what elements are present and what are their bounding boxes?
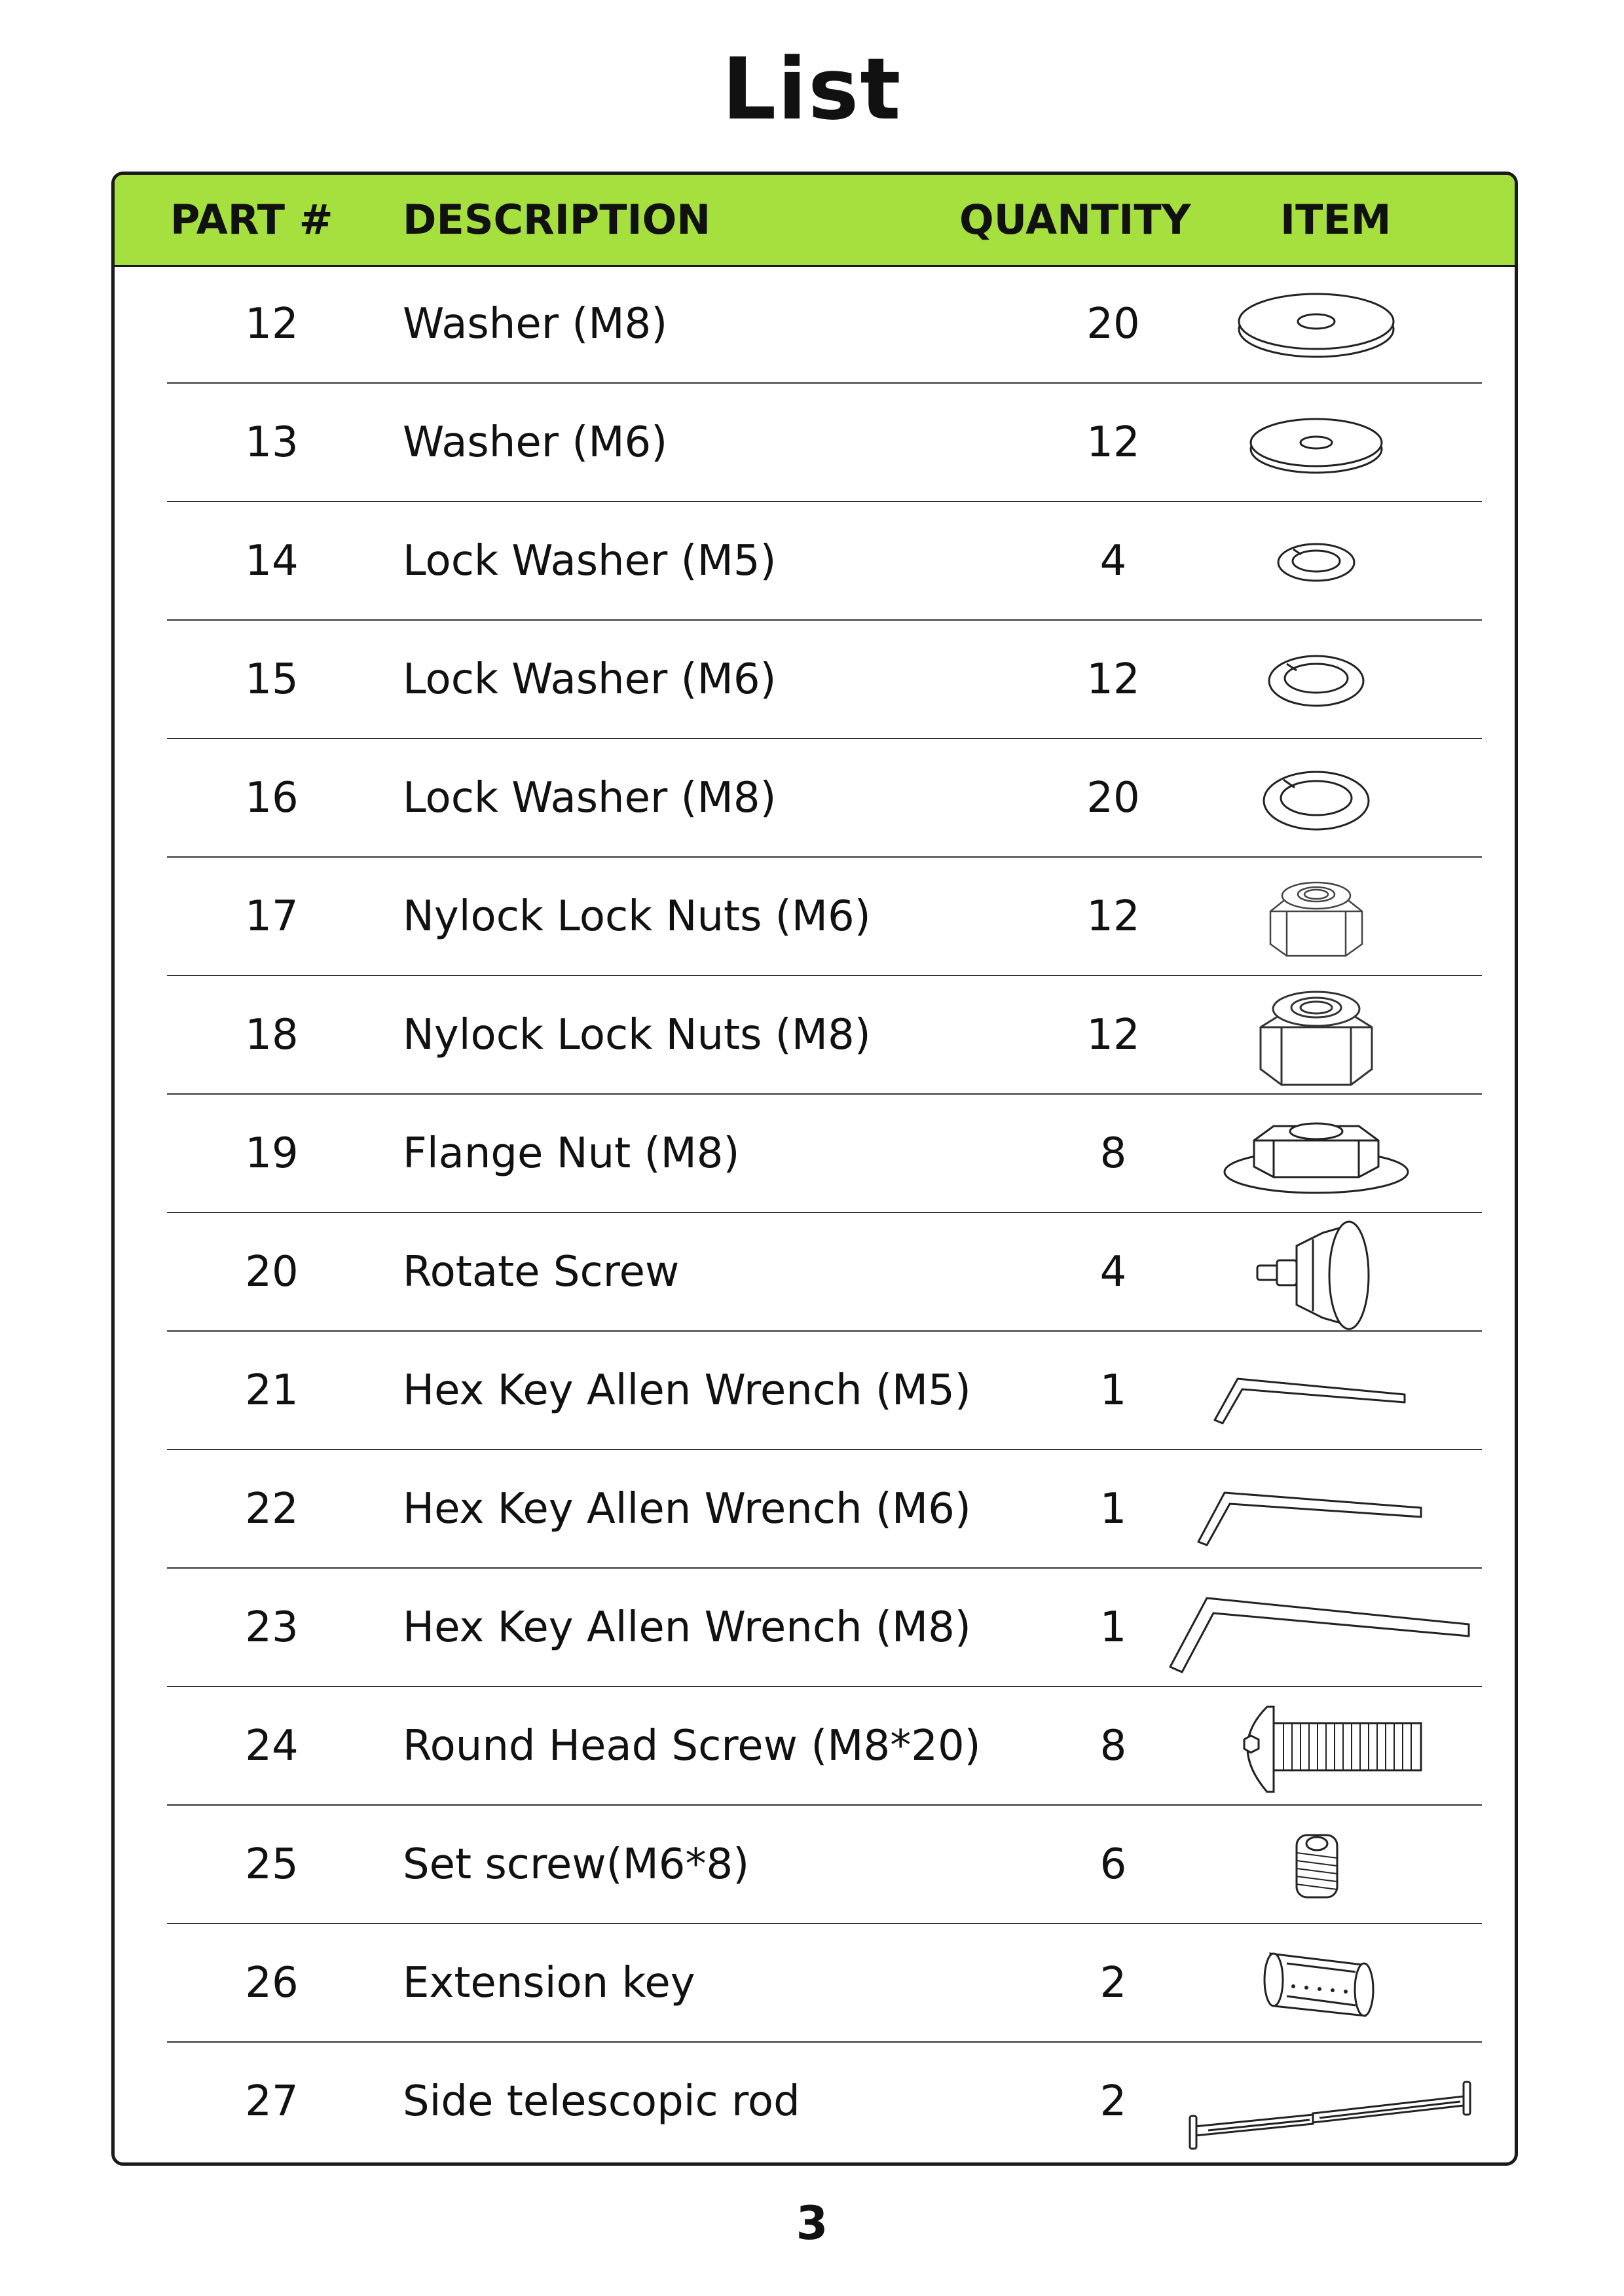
part-number: 15 bbox=[245, 655, 299, 704]
hex-key-medium-icon bbox=[1097, 1450, 1503, 1569]
table-row bbox=[115, 1450, 1515, 1569]
lock-washer-medium-icon bbox=[1097, 621, 1503, 739]
flat-washer-small-icon bbox=[1097, 384, 1503, 502]
flange-nut-icon bbox=[1097, 1095, 1503, 1213]
table-row bbox=[115, 621, 1515, 739]
part-quantity: 8 bbox=[1099, 1722, 1127, 1770]
part-description: Set screw(M6*8) bbox=[403, 1840, 750, 1889]
part-description: Hex Key Allen Wrench (M5) bbox=[403, 1366, 971, 1415]
part-number: 17 bbox=[245, 892, 299, 941]
part-quantity: 20 bbox=[1086, 774, 1140, 822]
part-quantity: 2 bbox=[1099, 2077, 1127, 2126]
rotate-screw-icon bbox=[1097, 1213, 1503, 1332]
part-quantity: 12 bbox=[1086, 1011, 1140, 1059]
table-row bbox=[115, 384, 1515, 502]
header-item: ITEM bbox=[1280, 196, 1392, 244]
part-quantity: 1 bbox=[1099, 1366, 1127, 1415]
flat-washer-large-icon bbox=[1097, 265, 1503, 384]
table-row bbox=[115, 1687, 1515, 1806]
table-row bbox=[115, 739, 1515, 858]
page-title: List bbox=[722, 39, 902, 139]
parts-table bbox=[111, 172, 1518, 2166]
part-quantity: 12 bbox=[1086, 892, 1140, 941]
part-description: Lock Washer (M6) bbox=[403, 655, 777, 704]
part-description: Rotate Screw bbox=[403, 1248, 680, 1296]
part-number: 25 bbox=[245, 1840, 299, 1889]
telescopic-rod-icon bbox=[1097, 2043, 1503, 2161]
part-description: Washer (M6) bbox=[403, 418, 668, 467]
header-part: PART # bbox=[170, 196, 333, 244]
part-number: 19 bbox=[245, 1129, 299, 1178]
hex-key-large-icon bbox=[1097, 1569, 1503, 1687]
table-row bbox=[115, 1213, 1515, 1332]
part-number: 26 bbox=[245, 1959, 299, 2007]
part-number: 14 bbox=[245, 537, 299, 585]
part-description: Round Head Screw (M8*20) bbox=[403, 1722, 981, 1770]
part-quantity: 4 bbox=[1099, 1248, 1127, 1296]
part-number: 22 bbox=[245, 1485, 299, 1533]
table-row bbox=[115, 1569, 1515, 1687]
part-description: Lock Washer (M8) bbox=[403, 774, 777, 822]
part-quantity: 2 bbox=[1099, 1959, 1127, 2007]
part-number: 12 bbox=[245, 300, 299, 348]
extension-key-icon bbox=[1097, 1924, 1503, 2043]
part-description: Side telescopic rod bbox=[403, 2077, 800, 2126]
table-row bbox=[115, 265, 1515, 384]
part-description: Hex Key Allen Wrench (M8) bbox=[403, 1603, 971, 1652]
page-number: 3 bbox=[796, 2196, 828, 2250]
part-number: 20 bbox=[245, 1248, 299, 1296]
table-row bbox=[115, 502, 1515, 621]
part-quantity: 1 bbox=[1099, 1485, 1127, 1533]
part-number: 16 bbox=[245, 774, 299, 822]
table-row bbox=[115, 1095, 1515, 1213]
table-row bbox=[115, 858, 1515, 976]
table-row bbox=[115, 1332, 1515, 1450]
part-number: 21 bbox=[245, 1366, 299, 1415]
part-description: Extension key bbox=[403, 1959, 695, 2007]
part-description: Hex Key Allen Wrench (M6) bbox=[403, 1485, 971, 1533]
table-row bbox=[115, 1924, 1515, 2043]
table-header bbox=[115, 175, 1515, 267]
part-description: Lock Washer (M5) bbox=[403, 537, 777, 585]
nylock-nut-small-icon bbox=[1097, 858, 1503, 976]
part-quantity: 12 bbox=[1086, 418, 1140, 467]
part-number: 23 bbox=[245, 1603, 299, 1652]
part-number: 24 bbox=[245, 1722, 299, 1770]
part-description: Nylock Lock Nuts (M8) bbox=[403, 1011, 871, 1059]
part-quantity: 20 bbox=[1086, 300, 1140, 348]
part-quantity: 12 bbox=[1086, 655, 1140, 704]
part-quantity: 6 bbox=[1099, 1840, 1127, 1889]
part-number: 18 bbox=[245, 1011, 299, 1059]
part-description: Flange Nut (M8) bbox=[403, 1129, 740, 1178]
nylock-nut-large-icon bbox=[1097, 976, 1503, 1095]
set-screw-icon bbox=[1097, 1806, 1503, 1924]
header-quantity: QUANTITY bbox=[959, 196, 1191, 244]
header-description: DESCRIPTION bbox=[403, 196, 711, 244]
round-head-screw-icon bbox=[1097, 1687, 1503, 1806]
part-number: 13 bbox=[245, 418, 299, 467]
part-quantity: 8 bbox=[1099, 1129, 1127, 1178]
part-quantity: 4 bbox=[1099, 537, 1127, 585]
part-description: Nylock Lock Nuts (M6) bbox=[403, 892, 871, 941]
lock-washer-large-icon bbox=[1097, 739, 1503, 858]
part-quantity: 1 bbox=[1099, 1603, 1127, 1652]
table-row bbox=[115, 2043, 1515, 2161]
table-row bbox=[115, 976, 1515, 1095]
table-row bbox=[115, 1806, 1515, 1924]
hex-key-small-icon bbox=[1097, 1332, 1503, 1450]
part-description: Washer (M8) bbox=[403, 300, 668, 348]
lock-washer-small-icon bbox=[1097, 502, 1503, 621]
part-number: 27 bbox=[245, 2077, 299, 2126]
